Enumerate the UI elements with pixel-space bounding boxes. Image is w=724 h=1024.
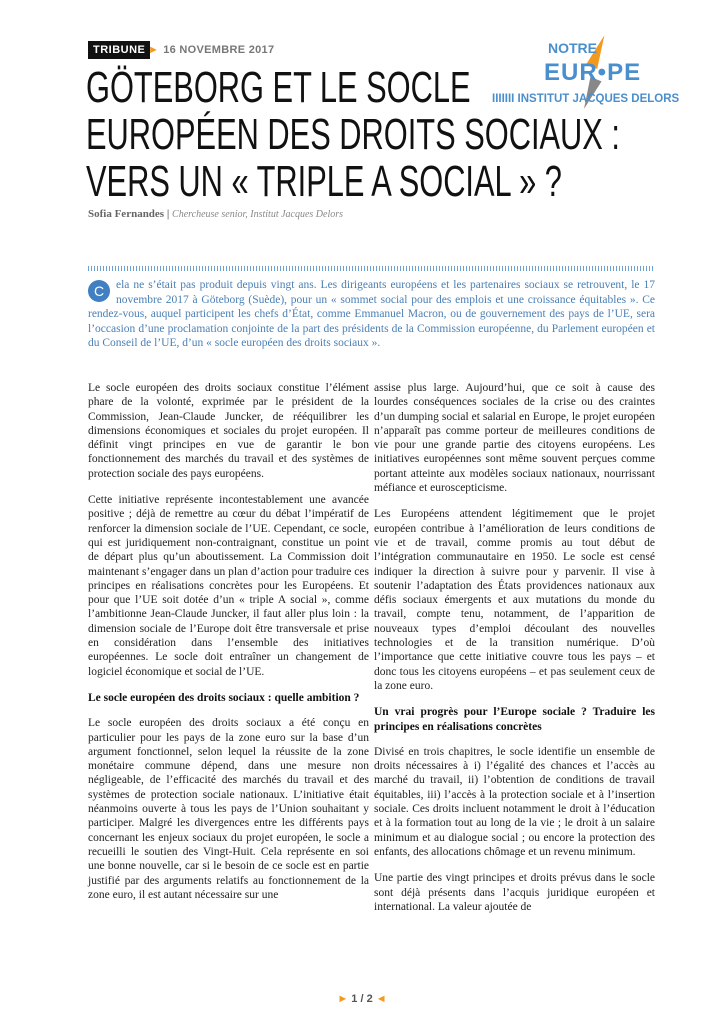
paragraph: Une partie des vingt principes et droits prévus dans le socle sont déjà présents dans l’acquis juridique européen et international. La valeur ajoutée de [374,872,655,913]
title-line: EUROPÉEN DES DROITS SOCIAUX : [86,110,620,159]
column-right [374,381,655,914]
author-line [88,208,343,220]
logo-line-2: EUR•PE [544,59,642,86]
author-role: Chercheuse senior, Institut Jacques Delors [172,209,344,220]
page-number-text: 1 / 2 [351,993,373,1005]
arrow-icon: ► [337,993,349,1005]
intro-paragraph [88,278,655,351]
arrow-icon: ◄ [375,993,387,1005]
logo-line-3: IIIIIII INSTITUT JACQUES DELORS [492,93,680,105]
section-heading: Un vrai progrès pour l’Europe sociale ? Traduire les principes en réalisations concrètes [374,706,655,733]
date-text: 16 NOVEMBRE 2017 [163,44,275,56]
author-separator: | [166,208,170,220]
title-line: GÖTEBORG ET LE SOCLE [86,63,471,112]
category-badge: TRIBUNE [88,41,150,59]
publication-date [148,44,274,56]
intro-text: ela ne s’était pas produit depuis vingt ans. Les dirigeants européens et les partenaires sociaux se retrouvent, le 17 novembre 2017 à Göteborg (Suède), pour un « sommet social pour des emplois et une croissance équitables ». Ce rendez-vous, auquel participent les chefs d’État, comme Emmanuel Macron, ou de gouvernement des pays de l’UE, sera l’occasion d’une proclamation conjointe de la part des présidents de la Commission européenne, du Parlement européen et du Conseil de l’UE, d’un « socle européen des droits sociaux ». [88,279,655,350]
column-left [88,381,369,902]
arrow-icon: ► [148,44,160,56]
title-line: VERS UN « TRIPLE A SOCIAL » ? [86,157,562,206]
paragraph: Le socle européen des droits sociaux constitue l’élément phare de la volonté, exprimée par le président de la Commission, Jean-Claude Juncker, de rééquilibrer les dimensions économiques et sociales du projet européen. Il définit vingt principes en vue de garantir le bon fonctionnement des marchés du travail et des systèmes de protection sociale des pays européens. [88,382,369,480]
section-heading: Le socle européen des droits sociaux : quelle ambition ? [88,691,360,704]
dropcap: C [88,280,110,302]
logo-line-1: NOTRE [548,40,597,56]
paragraph: Divisé en trois chapitres, le socle identifie un ensemble de droits nécessaires à i) l’égalité des chances et l’accès au marché du travail, ii) l’obtention de conditions de travail équitables, iii) l’accès à la protection sociale et à l’insertion sociale. Ces droits incluent notamment le droit à l’éducation et à la formation tout au long de la vie ; le droit à un salaire minimum et au dialogue social ; ou encore la protection des enfants, des allocations chômage et un revenu minimum. [374,745,655,858]
paragraph: Cette initiative représente incontestablement une avancée positive ; déjà de remettre au cœur du débat l’impératif de renforcer la dimension sociale de l’UE. Cependant, ce socle, qui est juridiquement non-contraignant, constitue un point de départ plus qu’un aboutissement. La Commission doit maintenant s’engager dans un plan d’action pour traduire ces principes en réalisations concrètes pour les Européens. Et pour que l’UE soit dotée d’un « triple A social », comme l’ambitionne Jean-Claude Juncker, il faut aller plus loin : la dimension sociale de l’Europe doit être transversale et prise en considération dans l’ensemble des initiatives européennes. Le socle doit entraîner un changement de logiciel économique et social de l’UE. [88,494,369,678]
notre-europe-logo [492,34,692,118]
page-number [312,992,412,1006]
dotted-divider [88,266,655,271]
paragraph: Les Européens attendent légitimement que le projet européen contribue à l’amélioration de leurs conditions de vie et de travail, comme promis au tout début de l’intégration communautaire en 1950. Le socle est censé indiquer la direction à suivre pour y parvenir. Il vise à soutenir l’adaptation des États providences nationaux aux défis sociaux émergents et aux mutations du monde du travail, compte tenu, notamment, de l’apparition de nouveaux types d’emploi découlant des nouvelles technologies et de la transition numérique. D’où l’importance que cette initiative couvre tous les pays – et donc tous les citoyens européens – et pas seulement ceux de la zone euro. [374,508,655,692]
paragraph: Le socle européen des droits sociaux a été conçu en particulier pour les pays de la zone euro sur la base d’un argument fonctionnel, selon lequel la réussite de la zone monétaire commune dépend, dans une mesure non négligeable, de l’efficacité des marchés du travail et des systèmes de protection sociale nationaux. L’initiative était néanmoins ouverte à tous les pays de l’Union souhaitant y participer. Malgré les divergences entre les différents pays concernant les enjeux sociaux du projet européen, le socle a recueilli le soutien des Vingt-Huit. Cela représente en soi une bonne nouvelle, car si le besoin de ce socle est en partie justifié par des arguments relatifs au fonctionnement de la zone euro, il est autant nécessaire sur une [88,717,369,901]
paragraph: assise plus large. Aujourd’hui, que ce soit à cause des lourdes conséquences sociales de la crise ou des craintes d’un dumping social et salarial en Europe, le projet européen n’apparaît pas comme porteur de meilleures conditions de vie pour une grande partie des citoyens européens. Les initiatives européennes sont même souvent perçues comme portant atteinte aux modèles sociaux nationaux, nourrissant méfiance et euroscepticisme. [374,382,655,495]
author-name: Sofia Fernandes [88,208,165,220]
